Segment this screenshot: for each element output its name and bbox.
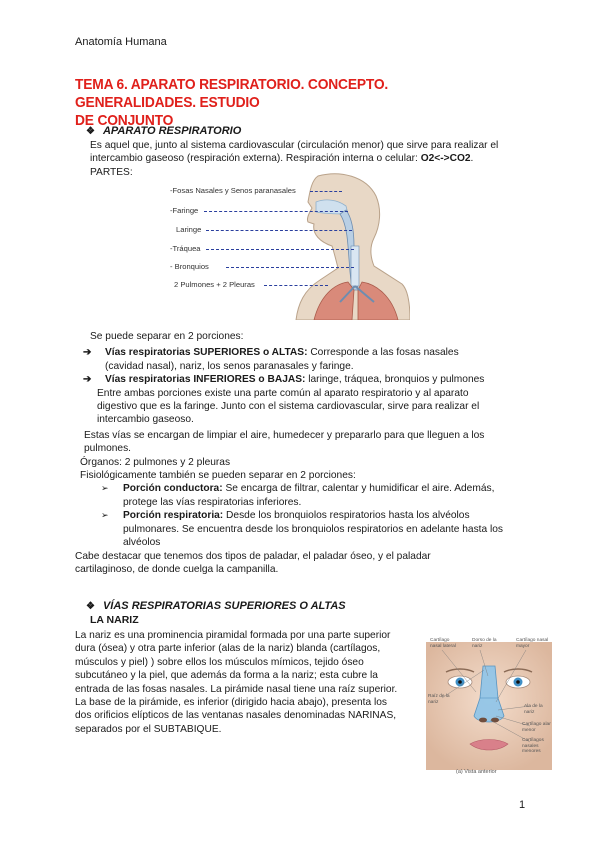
face-label-cartilago-lateral: Cartílago nasal lateral [430,638,456,649]
diagram-label-traquea: -Tráquea [170,244,201,253]
respiratory-anatomy-diagram [170,172,410,320]
running-header: Anatomía Humana [75,36,167,48]
page-number: 1 [519,799,526,811]
leader-line [206,230,352,231]
diagram-label-pulmones: 2 Pulmones + 2 Pleuras [174,280,255,289]
list-item: ➢ Porción conductora: Se encarga de filtrar, calentar y humidificar el aire. Además, [101,483,495,495]
list-item: ➔ Vías respiratorias INFERIORES o BAJAS: laringe, tráquea, bronquios y pulmones [83,374,485,386]
subheading-la-nariz: LA NARIZ [90,614,139,626]
face-label-cartilago-mayor: Cartílago nasal mayor [516,638,549,649]
intro-paragraph: Es aquel que, junto al sistema cardiovascular (circulación menor) que sirve para realizar el intercambio gaseoso (respiración externa). Respiración interna o celular: O2<->CO2. PARTES: [90,140,499,178]
triangle-bullet-icon: ➢ [101,510,109,521]
portions-block: Se puede separar en 2 porciones: ➔ Vías respiratorias SUPERIORES o ALTAS: Corresponde a las fosas nasales (cavidad nasal), nariz, los senos paranasales y faringe. ➔ Vías respiratorias INFERIORES o BAJAS: laringe, tráquea, bronquios y pulmones Entre ambas porciones existe una parte común al aparato respiratorio y al aparato digestivo que es la faringe. Junto con el sistema cardiovascular, sirve para realizar el intercambio gaseoso. Estas vías se encargan de limpiar el aire, humedecer y prepararlo para que lleguen a los pulmones. Órganos: 2 pulmones y 2 pleuras Fisiológicamente también se pueden separar en 2 porciones: ➢ Porción conductora: Se encarga de filtrar, calentar y humidificar el aire. Además, protege las vías respiratorias inferiores. ➢ Porción respiratoria: Desde los bronquiolos respiratorios hasta los alvéolos pulmonares. Se encuentra desde los bronquiolos respiratorios en adelante hasta los alvéolos Cabe destacar que tenemos dos tipos de paladar, el paladar óseo, y el paladar cartilaginoso, de donde cuelga la campanilla. [75,330,527,576]
arrow-bullet-icon: ➔ [83,374,92,386]
section-heading-vias-superiores: ❖ VÍAS RESPIRATORIAS SUPERIORES O ALTAS [86,600,346,612]
section-heading-aparato: ❖ APARATO RESPIRATORIO [86,125,242,137]
leader-line [206,249,354,250]
face-label-cartilago-alar-menor: Cartílago alar menor [522,722,551,733]
leader-line [310,191,342,192]
face-label-cartilagos-menores: Cartílagos nasales menores [522,738,544,754]
nose-anatomy-image [426,632,552,778]
list-item: ➢ Porción respiratoria: Desde los bronquiolos respiratorios hasta los alvéolos [101,510,470,522]
nose-paragraph: La nariz es una prominencia piramidal formada por una parte superior dura (ósea) y otra parte inferior (alas de la nariz) blanda (cartílagos, músculos y piel) ) sobre ellos los músculos mímicos, tejido óseo subcutáneo y la piel, que además da forma a la nariz; esta cubre la entrada de las fosas nasales. La pirámide nasal tiene una raíz superior. La base de la pirámide, es inferior (dirigido hacia abajo), presenta los dos orificios elípticos de las ventanas nasales denominadas NARINAS, separados por el SUBTABIQUE. [75,630,398,735]
face-label-ala: Ala de la nariz [524,704,543,715]
leader-line [204,211,348,212]
page-title: TEMA 6. APARATO RESPIRATORIO. CONCEPTO. GENERALIDADES. ESTUDIO DE CONJUNTO [75,76,389,129]
diagram-label-laringe: Laringe [176,225,202,234]
leader-line [226,267,354,268]
arrow-bullet-icon: ➔ [83,347,92,359]
diagram-label-faringe: -Faringe [170,206,199,215]
leader-line [264,285,328,286]
diagram-label-fosas: -Fosas Nasales y Senos paranasales [170,186,296,195]
diamond-bullet-icon: ❖ [86,601,95,612]
face-label-raiz: Raíz de la nariz [428,694,450,705]
face-caption: (a) Vista anterior [456,769,497,775]
triangle-bullet-icon: ➢ [101,483,109,494]
face-label-dorso: Dorso de la nariz [472,638,497,649]
diamond-bullet-icon: ❖ [86,126,95,137]
list-item: ➔ Vías respiratorias SUPERIORES o ALTAS: Corresponde a las fosas nasales [83,347,459,359]
diagram-label-bronquios: - Bronquios [170,262,209,271]
